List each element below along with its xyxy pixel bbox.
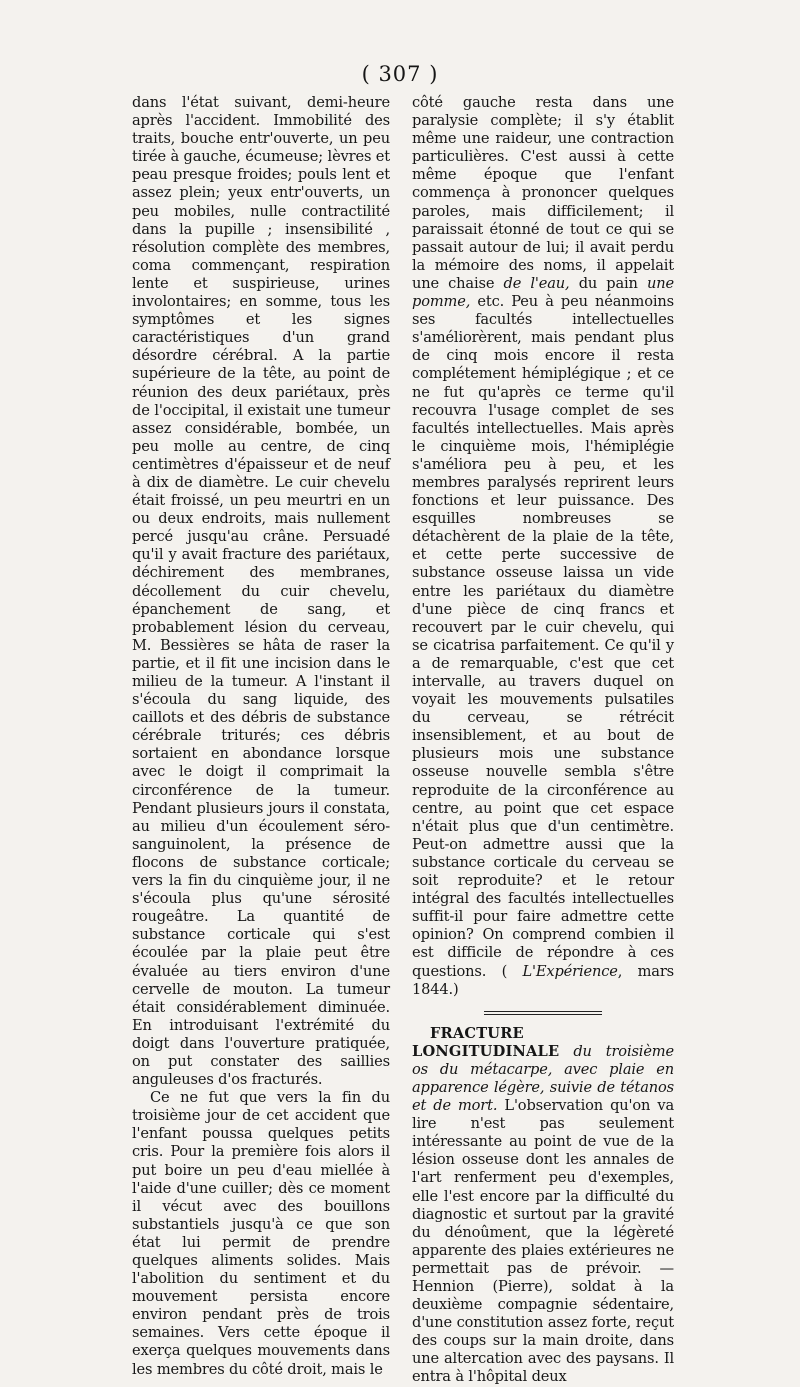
left-column [132,94,390,1379]
italic-quote: de l'eau, [503,274,570,292]
article-subtitle: du troisième os du métacarpe, avec plaie en apparence légère, suivie de tétanos et de mort. [412,1042,674,1115]
source-citation: L'Expérience [522,962,618,980]
article-headline: FRACTURE LONGITUDINALE [412,1024,560,1060]
section-divider [484,1011,602,1015]
italic-quote: une pomme, [412,274,674,311]
paragraph [412,94,674,999]
text-run: du pain [578,274,638,292]
right-column [412,94,674,1387]
text-run: etc. Peu à peu néanmoins ses facultés intellectuelles s'améliorèrent, mais pendant plus de cinq mois encore il resta complétement hémiplégique ; et ce ne fut qu'après ce terme qu'il recouvra l'usage complet de ses facultés intellectuelles. Mais après le cinquième mois, l'hémiplégie s'améliora peu à peu, et les membres paralysés reprirent leurs fonctions et leur puissance. Des esquilles nombreuses se détachèrent de la plaie de la tête, et cette perte successive de substance osseuse laissa un vide entre les pariétaux du diamètre d'une pièce de cinq francs et recouvert par le cuir chevelu, qui se cicatrisa parfaitement. Ce qu'il y a de remarquable, c'est que cet intervalle, au travers duquel on voyait les mouvements pulsatiles du cerveau, se rétrécit insensiblement, et au bout de plusieurs mois une substance osseuse nouvelle sembla s'être reproduite de la circonférence au centre, au point que cet espace n'était plus que d'un centimètre. Peut-on admettre aussi que la substance corticale du cerveau se soit reproduite? et le retour intégral des facultés intellectuelles suffit-il pour faire admettre cette opinion? On comprend combien il est difficile de répondre à ces questions. ( [412,293,674,980]
article-paragraph [412,1025,674,1387]
text-run: côté gauche resta dans une paralysie complète; il s'y établit même une raideur, une contraction particulières. C'est aussi à cette même époque que l'enfant commença à prononcer quelques paroles, mais difficilement; il paraissait étonné de tout ce qui se passait autour de lui; il avait perdu la mémoire des noms, il appelait une chaise [412,94,674,292]
article-body: L'observation qu'on va lire n'est pas seulement intéressante au point de vue de la lésion osseuse dont les annales de l'art renferment peu d'exemples, elle l'est encore par la difficulté du diagnostic et surtout par la gravité du dénoûment, que la légèreté apparente des plaies extérieures ne permettait pas de prévoir. —Hennion (Pierre), soldat à la deuxième compagnie sédentaire, d'une constitution assez forte, reçut des coups sur la main droite, dans une altercation avec des paysans. Il entra à l'hôpital deux [412,1097,674,1386]
page-number: ( 307 ) [361,62,439,86]
source-date: , mars 1844.) [412,962,674,998]
paragraph: dans l'état suivant, demi-heure après l'accident. Immobilité des traits, bouche entr'ouverte, un peu tirée à gauche, écumeuse; lèvres et peau presque froides; pouls lent et assez plein; yeux entr'ouverts, un peu mobiles, nulle contractilité dans la pupille ; insensibilité , résolution complète des membres, coma commençant, respiration lente et suspirieuse, urines involontaires; en somme, tous les symptômes et les signes caractéristiques d'un grand désordre cérébral. A la partie supérieure de la tête, au point de réunion des deux pariétaux, près de l'occipital, il existait une tumeur assez considérable, bombée, un peu molle au centre, de cinq centimètres d'épaisseur et de neuf à dix de diamètre. Le cuir chevelu était froissé, un peu meurtri en un ou deux endroits, mais nullement percé jusqu'au crâne. Persuadé qu'il y avait fracture des pariétaux, déchirement des membranes, décollement du cuir chevelu, épanchement de sang, et probablement lésion du cerveau, M. Bessières se hâta de raser la partie, et il fit une incision dans le milieu de la tumeur. A l'instant il s'écoula du sang liquide, des caillots et des débris de substance cérébrale triturés; ces débris sortaient en abondance lorsque avec le doigt il comprimait la circonférence de la tumeur. Pendant plusieurs jours il constata, au milieu d'un écoulement séro-sanguinolent, la présence de flocons de substance corticale; vers la fin du cinquième jour, il ne s'écoula plus qu'une sérosité rougeâtre. La quantité de substance corticale qui s'est écoulée par la plaie peut être évaluée au tiers environ d'une cervelle de mouton. La tumeur était considérablement diminuée. En introduisant l'extrémité du doigt dans l'ouverture pratiquée, on put constater des saillies anguleuses d'os fracturés. [132,94,390,1089]
paragraph: Ce ne fut que vers la fin du troisième jour de cet accident que l'enfant poussa quelques petits cris. Pour la première fois alors il put boire un peu d'eau miellée à l'aide d'une cuiller; dès ce moment il vécut avec des bouillons substantiels jusqu'à ce que son état lui permit de prendre quelques aliments solides. Mais l'abolition du sentiment et du mouvement persista encore environ pendant près de trois semaines. Vers cette époque il exerça quelques mouvements dans les membres du côté droit, mais le [132,1089,390,1378]
